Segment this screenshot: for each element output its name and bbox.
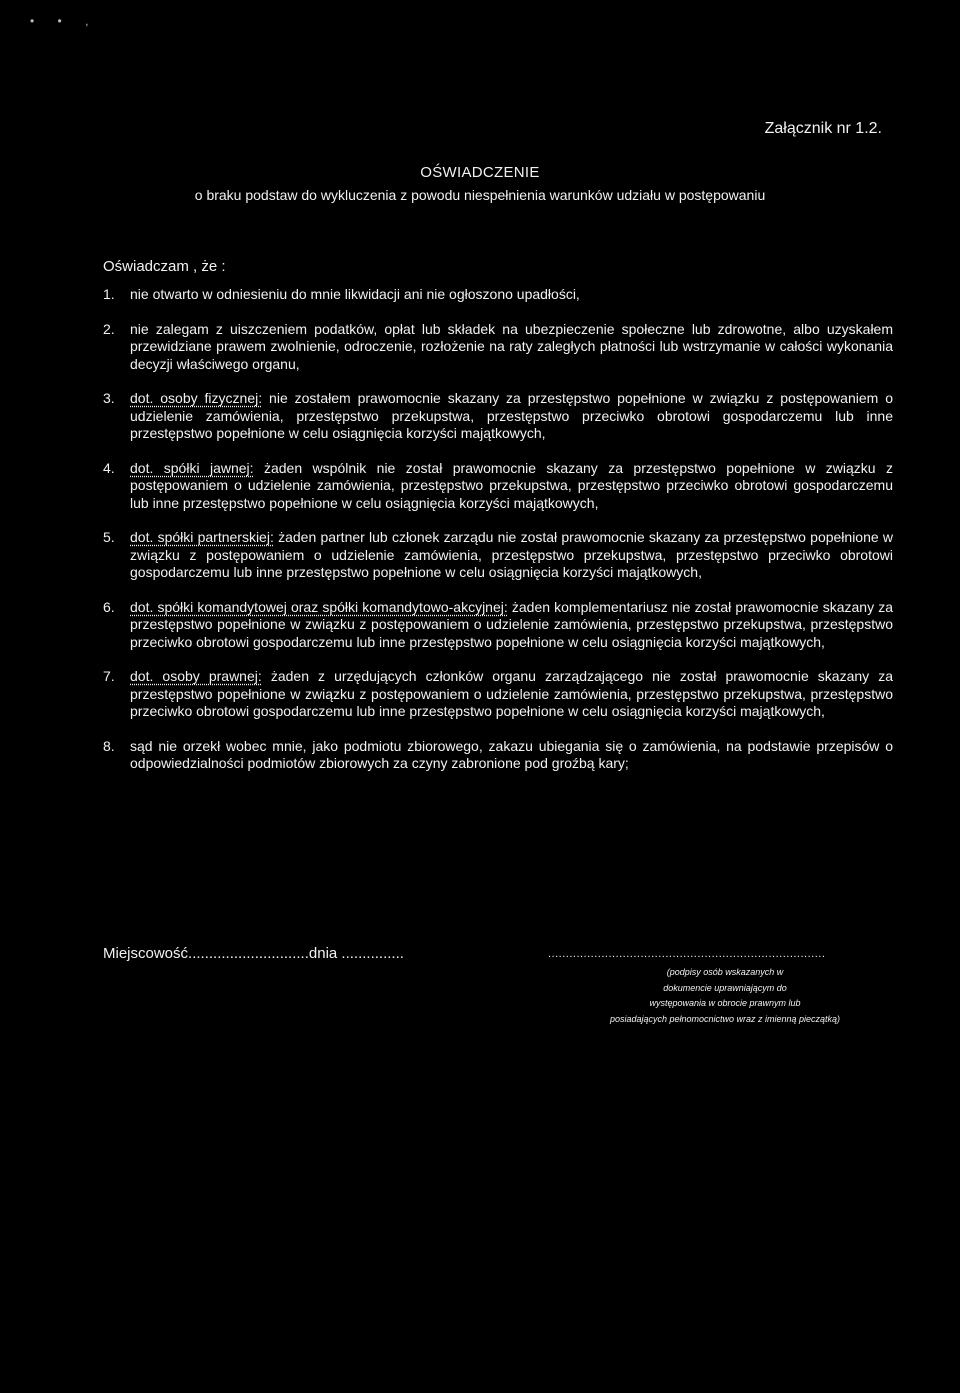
declaration-list bbox=[103, 286, 893, 790]
document-subtitle: o braku podstaw do wykluczenia z powodu niespełnienia warunków udziału w postępowaniu bbox=[194, 187, 766, 203]
item-number: 3. bbox=[103, 390, 115, 406]
item-body: żaden z urzędujących członków organu zarządzającego nie został prawomocnie skazany za przestępstwo popełnione w związku z postępowaniem o udzielenie zamówienia, przestępstwo przekupstwa, przestępstwo przeciwko obrotowi gospodarczemu lub inne przestępstwo popełnione w celu osiągnięcia korzyści majątkowych, bbox=[130, 668, 893, 719]
signature-caption-line: występowania w obrocie prawnym lub bbox=[649, 998, 801, 1008]
place-field: ............................. bbox=[188, 945, 309, 962]
item-text bbox=[130, 738, 893, 773]
item-lead: dot. spółki partnerskiej: bbox=[130, 529, 274, 545]
document-title: OŚWIADCZENIE bbox=[420, 164, 540, 181]
item-text bbox=[130, 321, 893, 374]
item-text bbox=[130, 529, 893, 582]
date-field: ............... bbox=[341, 945, 404, 962]
declaration-item-6 bbox=[103, 599, 893, 652]
item-body: nie zostałem prawomocnie skazany za przestępstwo popełnione w związku z postępowaniem o udzielenie zamówienia, przestępstwo przekupstwa, przestępstwo przeciwko obrotowi gospodarczemu lub inne przestępstwo popełnione w celu osiągnięcia korzyści majątkowych, bbox=[130, 390, 894, 441]
item-text bbox=[130, 460, 893, 513]
item-text bbox=[130, 286, 893, 304]
item-body: nie otwarto w odniesieniu do mnie likwidacji ani nie ogłoszono upadłości, bbox=[130, 286, 580, 302]
declaration-item-8 bbox=[103, 738, 893, 773]
item-number: 8. bbox=[103, 737, 115, 754]
declaration-item-5 bbox=[103, 529, 893, 582]
declaration-item-3 bbox=[103, 390, 893, 443]
signature-caption bbox=[560, 965, 890, 1027]
item-body: sąd nie orzekł wobec mnie, jako podmiotu zbiorowego, zakazu ubiegania się o zamówienia, na podstawie przepisów o odpowiedzialności podmiotów zbiorowych za czyny zabronione pod groźbą kary; bbox=[130, 737, 893, 771]
item-text bbox=[130, 599, 893, 652]
item-number: 5. bbox=[103, 529, 115, 545]
declaration-item-2 bbox=[103, 321, 893, 374]
signature-field: .............................................................................. bbox=[548, 948, 826, 960]
item-body: nie zalegam z uiszczeniem podatków, opłat lub składek na ubezpieczenie społeczne lub zdrowotne, albo uzyskałem przewidziane prawem zwolnienie, odroczenie, rozłożenie na raty zaległych płatności lub wstrzymanie w całości wykonania decyzji właściwego organu, bbox=[130, 320, 893, 372]
item-text bbox=[130, 390, 893, 443]
declaration-item-4 bbox=[103, 460, 893, 513]
place-date-line bbox=[103, 945, 404, 962]
item-number: 6. bbox=[103, 598, 115, 615]
item-number: 7. bbox=[103, 668, 115, 684]
item-lead: dot. spółki jawnej: bbox=[130, 459, 254, 476]
item-body: żaden komplementariusz nie został prawomocnie skazany za przestępstwo popełnione w związku z postępowaniem o udzielenie zamówienia, przestępstwo przekupstwa, przestępstwo przeciwko obrotowi gospodarczemu lub inne przestępstwo popełnione w celu osiągnięcia korzyści majątkowych, bbox=[130, 598, 893, 650]
signature-caption-line: dokumencie uprawniającym do bbox=[663, 982, 787, 993]
item-number: 2. bbox=[103, 320, 115, 337]
signature-caption-line: posiadających pełnomocnictwo wraz z imienną pieczątką) bbox=[609, 1013, 841, 1024]
item-body: żaden wspólnik nie został prawomocnie skazany za przestępstwo popełnione w związku z postępowaniem o udzielenie zamówienia, przestępstwo przekupstwa, przestępstwo przeciwko obrotowi gospodarczemu lub inne przestępstwo popełnione w celu osiągnięcia korzyści majątkowych, bbox=[130, 459, 893, 511]
item-number: 4. bbox=[103, 459, 115, 476]
scan-marks: • • , bbox=[30, 14, 99, 28]
signature-caption-line: (podpisy osób wskazanych w bbox=[666, 967, 784, 977]
item-text bbox=[130, 668, 893, 721]
intro-text: Oświadczam , że : bbox=[103, 258, 226, 275]
annex-label: Załącznik nr 1.2. bbox=[764, 120, 882, 137]
place-label: Miejscowość bbox=[103, 945, 189, 962]
item-lead: dot. spółki komandytowej oraz spółki komandytowo-akcyjnej: bbox=[130, 598, 508, 615]
declaration-item-7 bbox=[103, 668, 893, 721]
declaration-item-1 bbox=[103, 286, 893, 304]
item-number: 1. bbox=[103, 286, 115, 302]
date-label: dnia bbox=[308, 945, 338, 962]
item-body: żaden partner lub członek zarządu nie został prawomocnie skazany za przestępstwo popełnione w związku z postępowaniem o udzielenie zamówienia, przestępstwo przekupstwa, przestępstwo przeciwko obrotowi gospodarczemu lub inne przestępstwo popełnione w celu osiągnięcia korzyści majątkowych, bbox=[130, 529, 893, 580]
item-lead: dot. osoby prawnej: bbox=[130, 668, 262, 684]
item-lead: dot. osoby fizycznej: bbox=[130, 390, 263, 406]
